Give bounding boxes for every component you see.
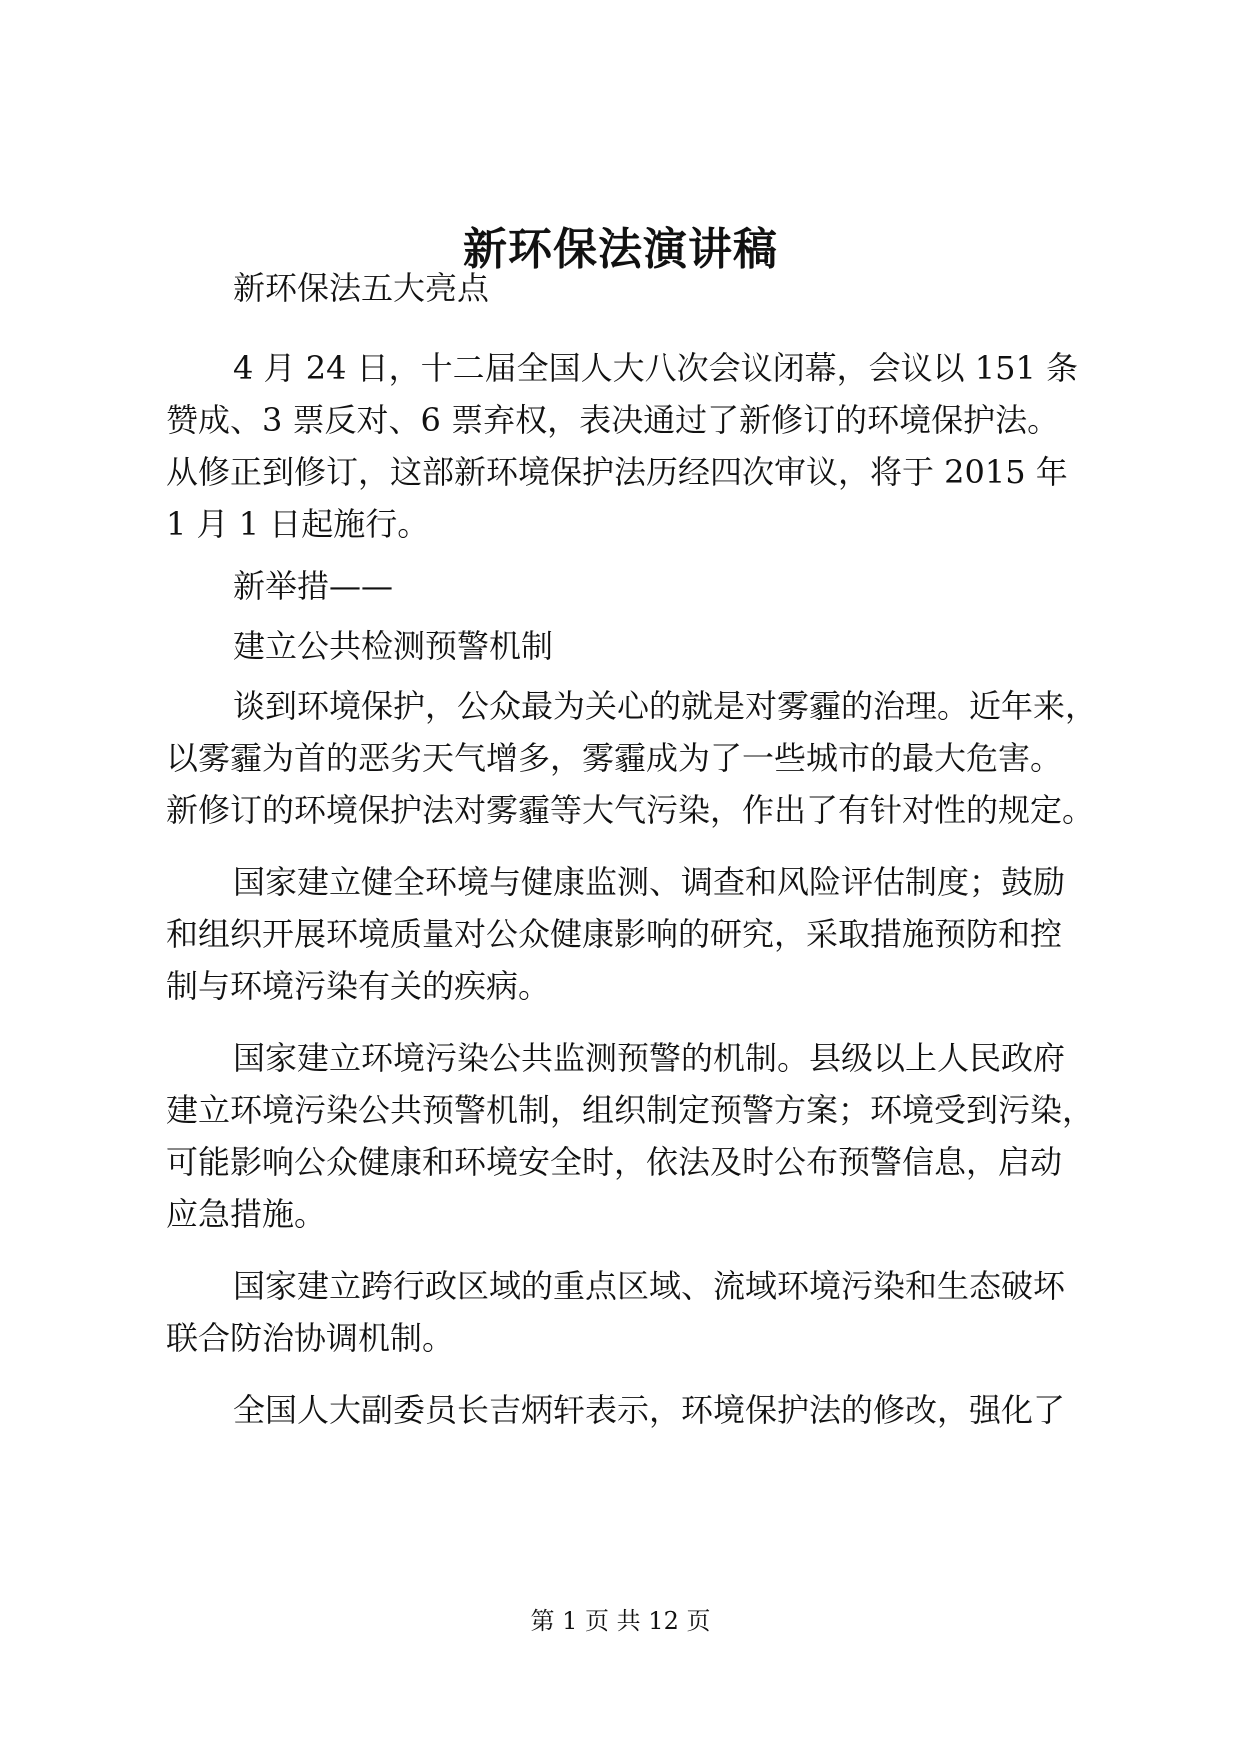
section-heading: 建立公共检测预警机制 — [233, 627, 554, 665]
paragraph-line: 制与环境污染有关的疾病。 — [166, 967, 551, 1005]
section-heading: 新环保法五大亮点 — [233, 269, 490, 307]
paragraph-line: 赞成、3 票反对、6 票弃权，表决通过了新修订的环境保护法。 — [166, 401, 1060, 439]
page-footer: 第 1 页 共 12 页 — [530, 1607, 711, 1635]
paragraph-line: 联合防治协调机制。 — [166, 1319, 455, 1357]
paragraph-line: 应急措施。 — [166, 1195, 327, 1233]
paragraph-line: 国家建立环境污染公共监测预警的机制。县级以上人民政府 — [233, 1039, 1066, 1077]
paragraph-line: 以雾霾为首的恶劣天气增多，雾霾成为了一些城市的最大危害。 — [166, 739, 1063, 777]
paragraph-line: 国家建立健全环境与健康监测、调查和风险评估制度；鼓励 — [233, 863, 1066, 901]
paragraph-line: 全国人大副委员长吉炳轩表示，环境保护法的修改，强化了 — [233, 1391, 1066, 1429]
section-heading: 新举措—— — [233, 567, 394, 605]
paragraph-line: 可能影响公众健康和环境安全时，依法及时公布预警信息，启动 — [166, 1143, 1063, 1181]
paragraph-line: 新修订的环境保护法对雾霾等大气污染，作出了有针对性的规定。 — [166, 791, 1095, 829]
paragraph-line: 国家建立跨行政区域的重点区域、流域环境污染和生态破坏 — [233, 1267, 1066, 1305]
paragraph-line: 4 月 24 日，十二届全国人大八次会议闭幕，会议以 151 条 — [233, 349, 1079, 387]
paragraph-line: 谈到环境保护，公众最为关心的就是对雾霾的治理。近年来， — [233, 687, 1098, 725]
paragraph-line: 从修正到修订，这部新环境保护法历经四次审议，将于 2015 年 — [166, 453, 1068, 491]
document-title: 新环保法演讲稿 — [463, 224, 778, 275]
paragraph-line: 建立环境污染公共预警机制，组织制定预警方案；环境受到污染， — [166, 1091, 1095, 1129]
paragraph-line: 和组织开展环境质量对公众健康影响的研究，采取措施预防和控 — [166, 915, 1063, 953]
paragraph-line: 1 月 1 日起施行。 — [166, 505, 430, 543]
